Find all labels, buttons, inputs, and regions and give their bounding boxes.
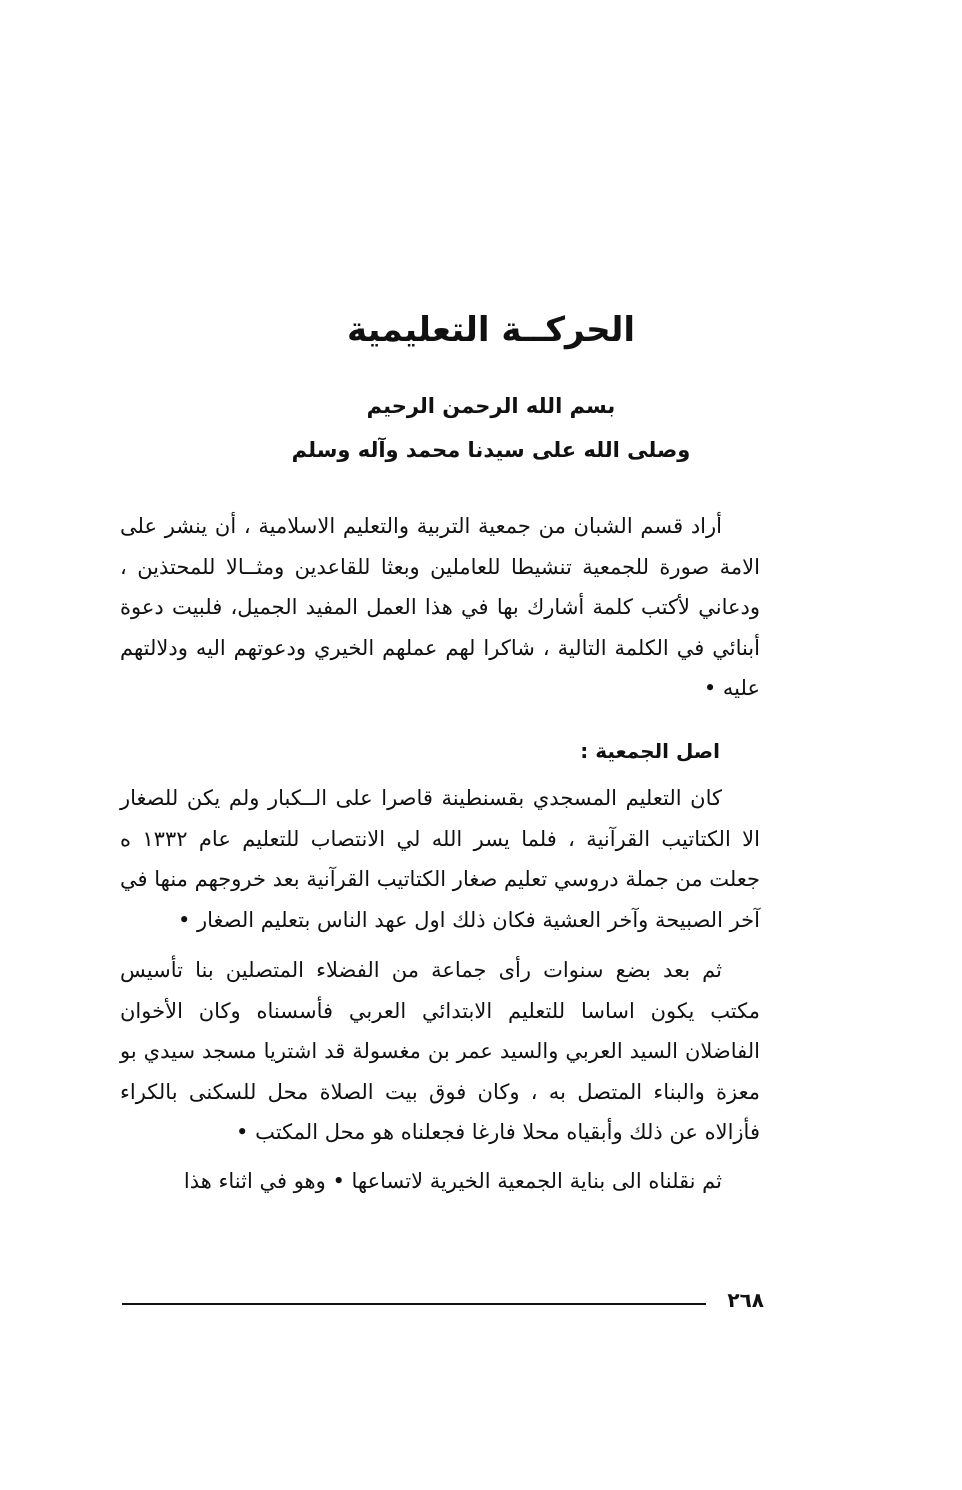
footer-rule: [122, 1303, 706, 1305]
section-heading: اصل الجمعية :: [580, 739, 720, 763]
body-text: [120, 506, 760, 1201]
paragraph-school: ثم بعد بضع سنوات رأى جماعة من الفضلاء المتصلين بنا تأسيس مكتب يكون اساسا للتعليم الابتدائي العربي فأسسناه وكان الأخوان الفاضلان السيد العربي والسيد عمر بن مغسولة قد اشتريا مسجد سيدي بو معزة والبناء المتصل به ، وكان فوق بيت الصلاة محل للسكنى بالكراء فأزالاه عن ذلك وأبقياه محلا فارغا فجعلناه هو محل المكتب •: [120, 958, 760, 1144]
salutation-line: وصلى الله على سيدنا محمد وآله وسلم: [291, 438, 691, 462]
paragraph-intro: أراد قسم الشبان من جمعية التربية والتعليم الاسلامية ، أن ينشر على الامة صورة للجمعية تنشيطا للعاملين وبعثا للقاعدين ومثــالا للمحتذين ، ودعاني لأكتب كلمة أشارك بها في هذا العمل المفيد الجميل، فلبيت دعوة أبنائي في الكلمة التالية ، شاكرا لهم عملهم الخيري ودعوتهم اليه ودلالتهم عليه •: [120, 514, 760, 700]
paragraph-origin: كان التعليم المسجدي بقسنطينة قاصرا على الــكبار ولم يكن للصغار الا الكتاتيب القرآنية ، فلما يسر الله لي الانتصاب للتعليم عام ١٣٣٢ ه جعلت من جملة دروسي تعليم صغار الكتاتيب القرآنية بعد خروجهم منها في آخر الصبيحة وآخر العشية فكان ذلك اول عهد الناس بتعليم الصغار •: [120, 786, 760, 932]
paragraph-move: ثم نقلناه الى بناية الجمعية الخيرية لاتساعها • وهو في اثناء هذا: [183, 1168, 722, 1193]
opening-invocation: [0, 384, 962, 472]
basmala-line: بسم الله الرحمن الرحيم: [366, 394, 616, 418]
chapter-title: الحركــة التعليمية: [346, 310, 636, 350]
page-number: ٢٦٨: [727, 1288, 764, 1312]
